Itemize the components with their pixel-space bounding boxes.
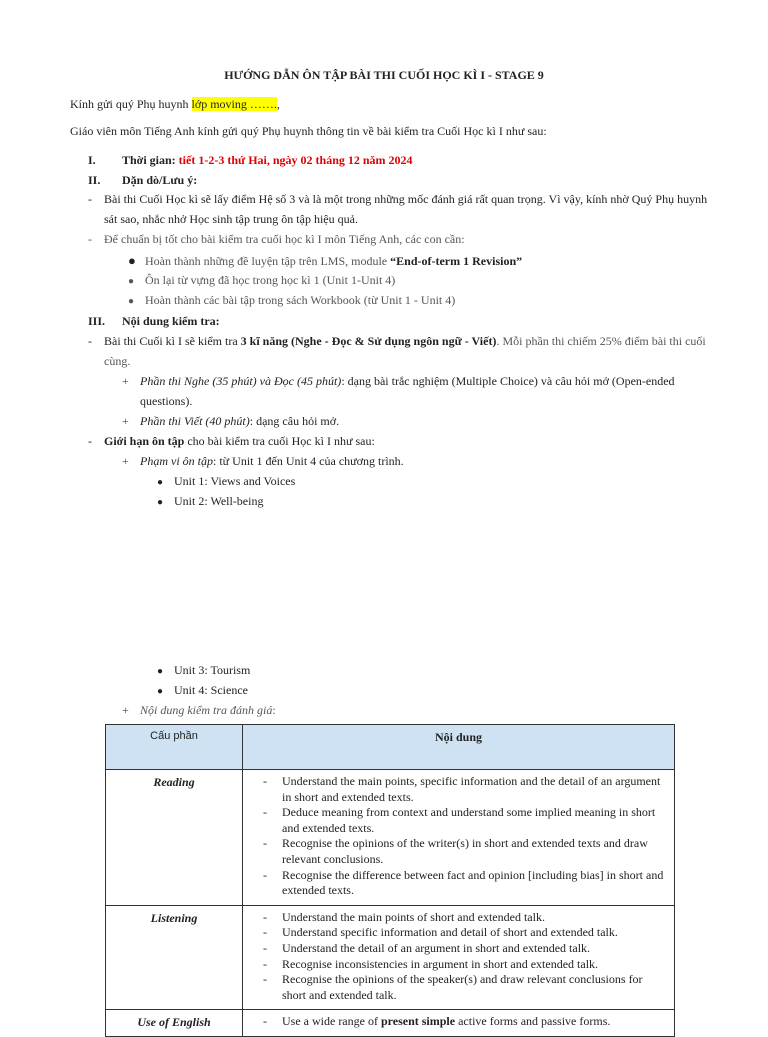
list-item: - Use a wide range of present simple active forms and passive forms. xyxy=(263,1014,664,1030)
list-item-continuation: cùng. xyxy=(104,354,131,368)
table-header-section: Cấu phần xyxy=(106,725,243,770)
table-cell-content xyxy=(243,905,675,1010)
table-row xyxy=(106,770,675,906)
sub-item: + Phần thi Nghe (35 phút) và Đọc (45 phút): dạng bài trắc nghiệm (Multiple Choice) và câu hỏi mở (Open-ended xyxy=(122,374,675,388)
document-title: HƯỚNG DẪN ÔN TẬP BÀI THI CUỐI HỌC KÌ I - STAGE 9 xyxy=(224,68,544,82)
table-row xyxy=(106,905,675,1010)
sub-item: + Phạm vi ôn tập: từ Unit 1 đến Unit 4 của chương trình. xyxy=(122,454,404,468)
list-item: - Understand the detail of an argument in short and extended talk. xyxy=(263,941,664,957)
table-cell-content xyxy=(243,1010,675,1037)
sub-item: + Nội dung kiểm tra đánh giá: xyxy=(122,703,276,717)
list-item: - Để chuẩn bị tốt cho bài kiểm tra cuối học kì I môn Tiếng Anh, các con cần: xyxy=(88,232,465,246)
table-row xyxy=(106,1010,675,1037)
list-item: - Understand the main points of short and extended talk. xyxy=(263,910,664,926)
section-number: III. xyxy=(88,314,106,328)
unit-item: ● Unit 4: Science xyxy=(157,681,248,701)
section-label: Nội dung kiểm tra: xyxy=(122,314,220,328)
bullet-icon: ● xyxy=(157,666,164,677)
list-item: - Understand specific information and detail of short and extended talk. xyxy=(263,925,664,941)
sub-item: + Phần thi Viết (40 phút): dạng câu hỏi mở. xyxy=(122,414,340,428)
table-cell-section: Reading xyxy=(106,770,243,906)
list-item: - Recognise the difference between fact and opinion [including bias] in short and extended texts. xyxy=(263,868,664,899)
section-time xyxy=(88,151,413,170)
list-item: - Recognise the opinions of the writer(s) in short and extended texts and draw relevant conclusions. xyxy=(263,836,664,867)
bullet-item: ● Hoàn thành những đề luyện tập trên LMS, module “End-of-term 1 Revision” xyxy=(128,253,523,268)
bullet-icon: ● xyxy=(128,276,135,287)
bullet-icon: ● xyxy=(157,686,164,697)
table-cell-section: Use of English xyxy=(106,1010,243,1037)
list-item: - Giới hạn ôn tập cho bài kiểm tra cuối Học kì I như sau: xyxy=(88,434,375,448)
list-item: - Bài thi Cuối Học kì sẽ lấy điểm Hệ số 3 và là một trong những mốc đánh giá rất quan trọng. Vì vậy, kính nhờ Quý Phụ huynh xyxy=(88,192,708,206)
bullet-icon: ● xyxy=(128,296,135,307)
bullet-icon: ● xyxy=(157,497,164,508)
section-label: Thời gian: xyxy=(122,153,179,167)
table-header-content: Nội dung xyxy=(243,725,675,770)
bullet-icon: ● xyxy=(128,253,136,268)
bullet-item: ● Hoàn thành các bài tập trong sách Workbook (từ Unit 1 - Unit 4) xyxy=(128,291,455,311)
section-content-heading xyxy=(88,312,220,331)
table-cell-content xyxy=(243,770,675,906)
exam-time: tiết 1-2-3 thứ Hai, ngày 02 tháng 12 năm 2024 xyxy=(178,153,413,167)
class-name-highlight: lớp moving ……. xyxy=(191,97,277,111)
section-label: Dặn dò/Lưu ý: xyxy=(122,173,198,187)
list-item-continuation: sát sao, nhắc nhở Học sinh tập trung ôn tập hiệu quả. xyxy=(104,212,358,226)
list-item: - Recognise inconsistencies in argument in short and extended talk. xyxy=(263,957,664,973)
unit-item: ● Unit 3: Tourism xyxy=(157,661,250,681)
list-item: - Bài thi Cuối kì I sẽ kiểm tra 3 kĩ năng (Nghe - Đọc & Sử dụng ngôn ngữ - Viết). Mỗi phần thi chiếm 25% điểm bài thi cuối xyxy=(88,334,706,348)
list-item: - Deduce meaning from context and understand some implied meaning in short and extended texts. xyxy=(263,805,664,836)
assessment-table xyxy=(105,724,675,1037)
sub-item-continuation: questions). xyxy=(140,394,193,408)
section-number: II. xyxy=(88,173,101,187)
greeting: Kính gửi quý Phụ huynh lớp moving ……., xyxy=(70,97,280,111)
table-cell-section: Listening xyxy=(106,905,243,1010)
table-header-row xyxy=(106,725,675,770)
unit-item: ● Unit 1: Views and Voices xyxy=(157,472,295,492)
intro-paragraph: Giáo viên môn Tiếng Anh kính gửi quý Phụ huynh thông tin về bài kiểm tra Cuối Học kì I như sau: xyxy=(70,124,547,138)
bullet-icon: ● xyxy=(157,477,164,488)
list-item: - Understand the main points, specific information and the detail of an argument in short and extended texts. xyxy=(263,774,664,805)
bullet-item: ● Ôn lại từ vựng đã học trong học kì 1 (Unit 1-Unit 4) xyxy=(128,271,395,291)
section-notes-heading xyxy=(88,171,197,190)
section-number: I. xyxy=(88,153,96,167)
list-item: - Recognise the opinions of the speaker(s) and draw relevant conclusions for short and extended talk. xyxy=(263,972,664,1003)
unit-item: ● Unit 2: Well-being xyxy=(157,492,263,512)
